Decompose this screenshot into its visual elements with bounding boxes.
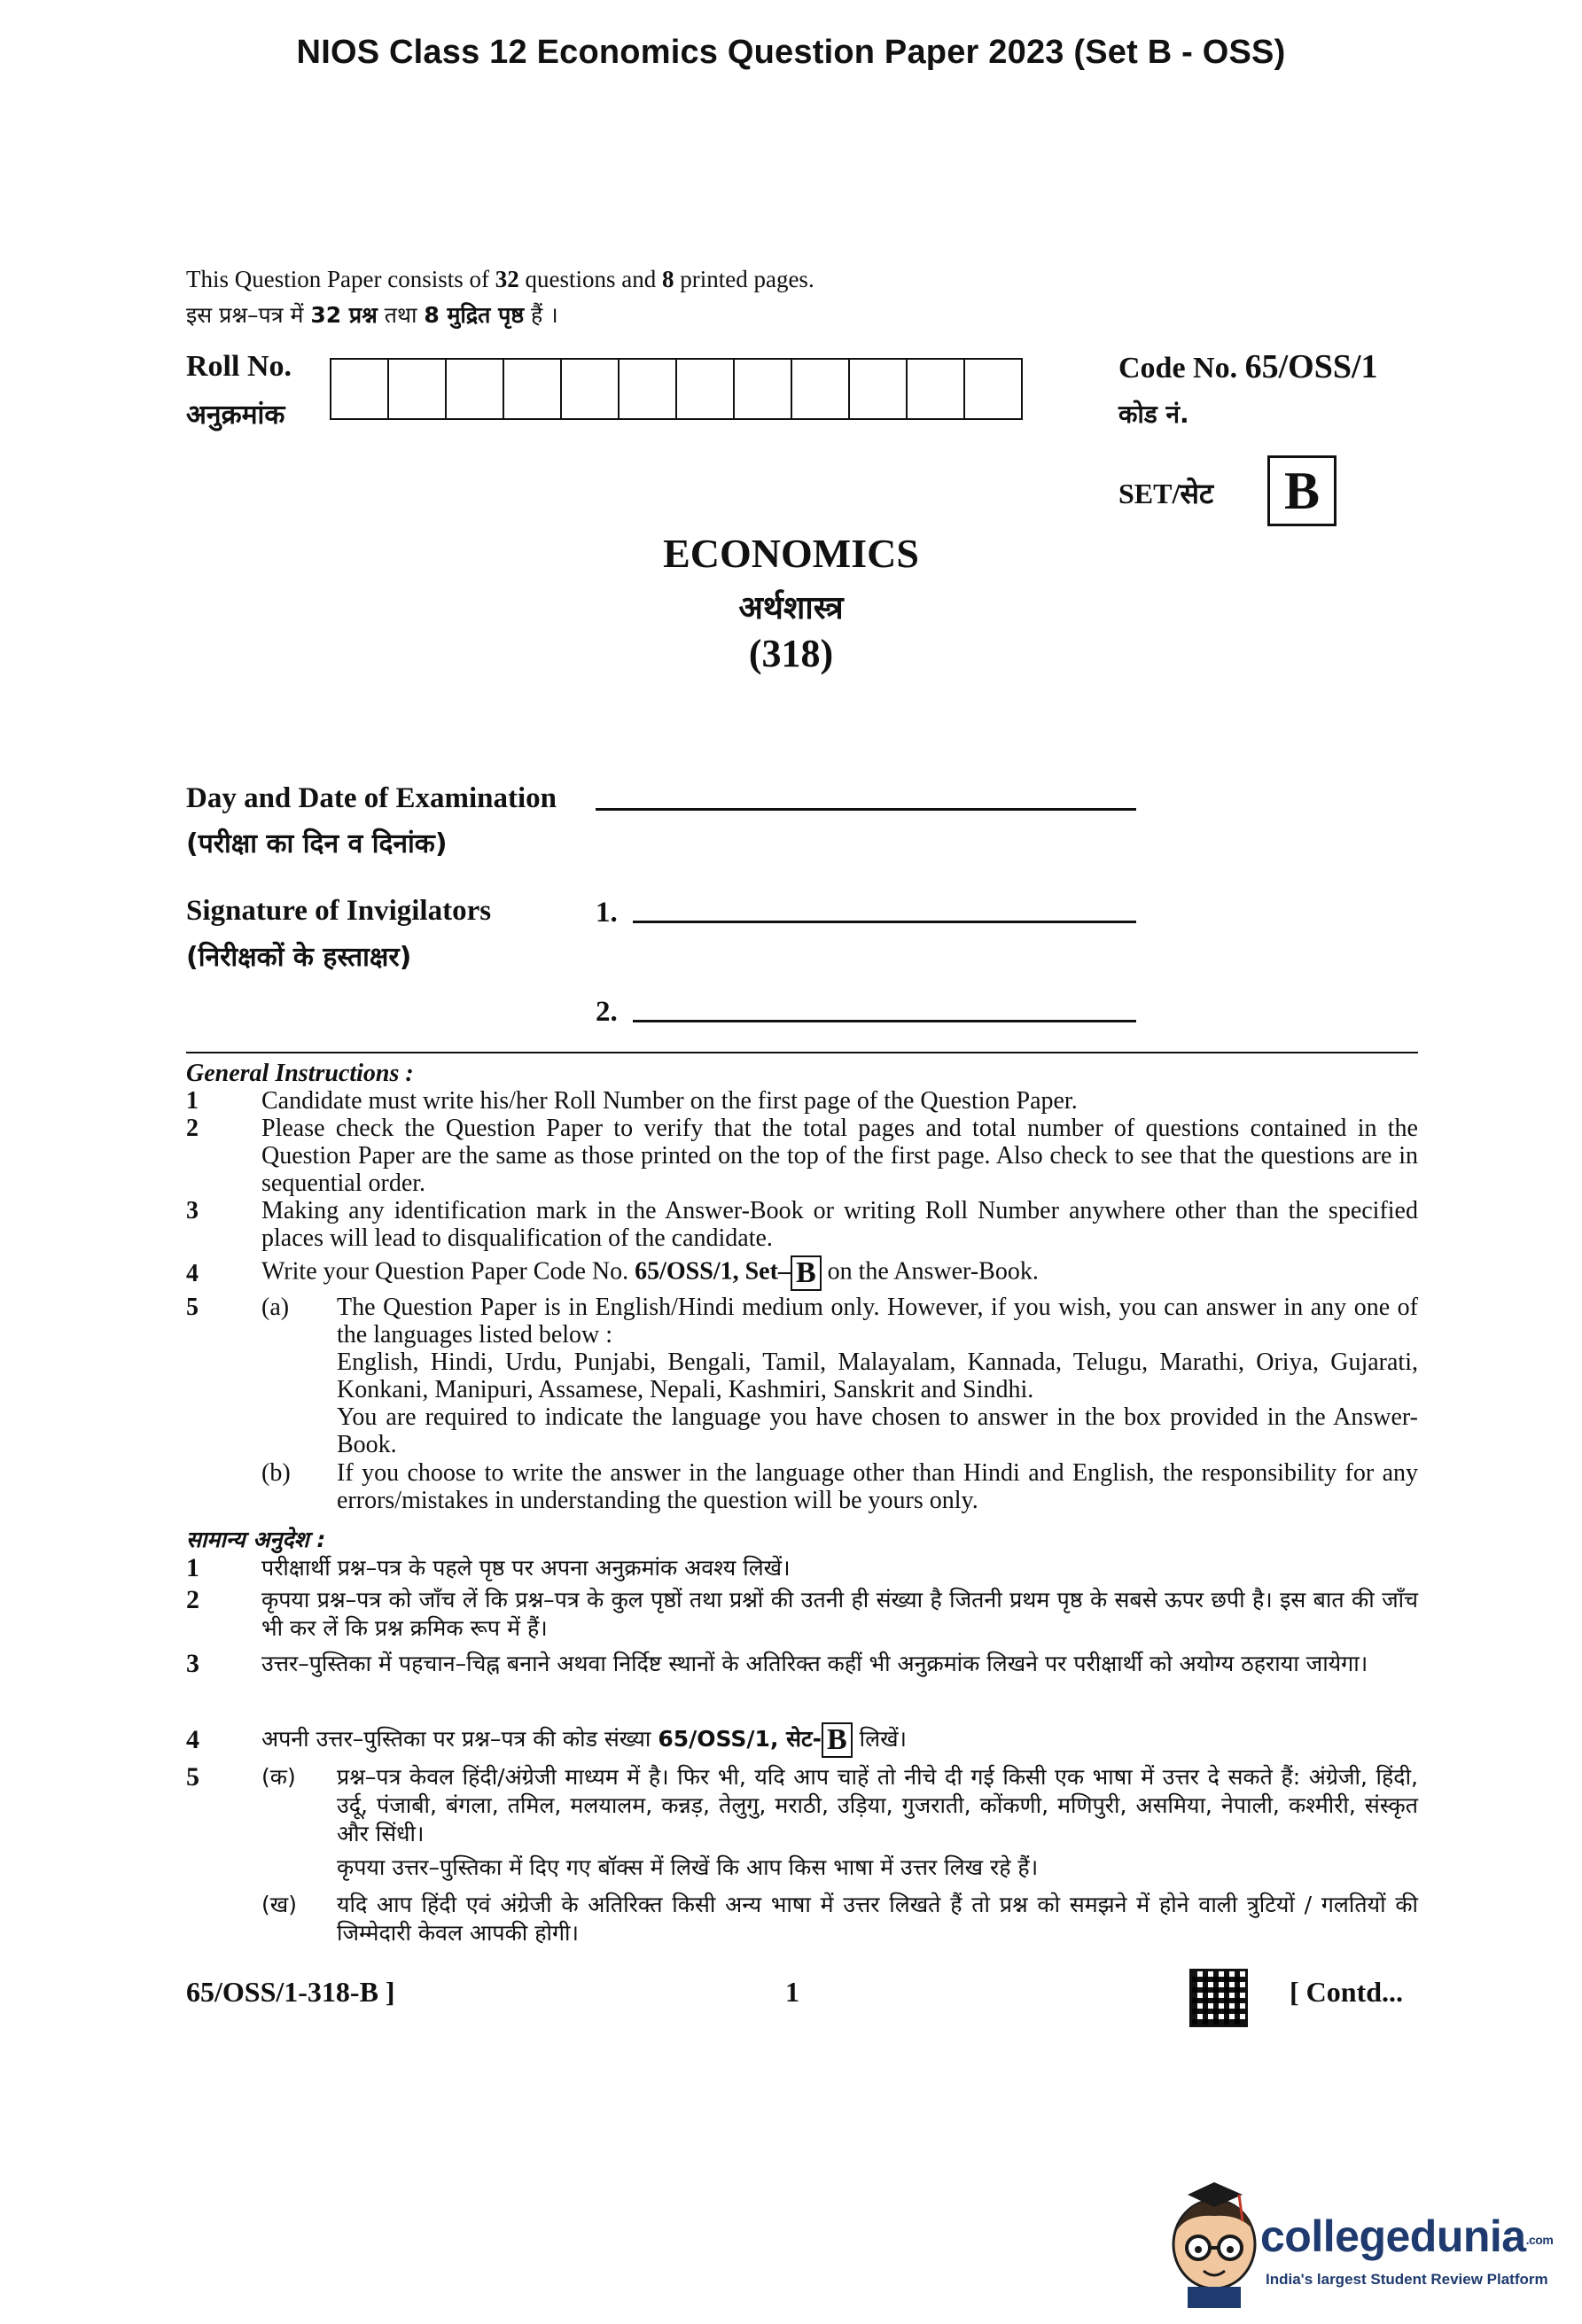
instruction-number: 1: [186, 1553, 199, 1582]
instruction-text: If you choose to write the answer in the language other than Hindi and English, the responsibility for any errors/mistakes in understanding the question will be yours only.: [337, 1459, 1418, 1514]
brand-tld: .com: [1525, 2232, 1554, 2247]
continued-label: [ Contd...: [1290, 1976, 1404, 2008]
exam-date-line[interactable]: [596, 808, 1136, 811]
invigilator-1-number: 1.: [596, 897, 618, 929]
set-inline-box-hi: B: [822, 1722, 853, 1758]
document-banner-title: NIOS Class 12 Economics Question Paper 2023 (Set B - OSS): [296, 34, 1286, 71]
roll-digit-box[interactable]: [677, 360, 735, 418]
instruction-number: 3: [186, 1197, 199, 1224]
instruction-sub-tag: (क): [261, 1764, 296, 1790]
invigilators-label-hi: (निरीक्षकों के हस्ताक्षर): [186, 942, 412, 973]
instruction-text: Candidate must write his/her Roll Number on the first page of the Question Paper.: [261, 1087, 1078, 1115]
roll-no-label-hi: अनुक्रमांक: [186, 400, 285, 431]
roll-digit-box[interactable]: [850, 360, 908, 418]
roll-digit-box[interactable]: [735, 360, 792, 418]
instruction-number: 5: [186, 1762, 199, 1792]
general-instructions-en: [186, 1060, 1418, 1520]
instruction-text: The Question Paper is in English/Hindi medium only. However, if you wish, you can answer in any one of the languages listed below :: [337, 1294, 1418, 1349]
paper-info-hi: इस प्रश्न–पत्र में 32 प्रश्न तथा 8 मुद्रित पृष्ठ हैं ।: [186, 302, 558, 328]
instruction-text: अपनी उत्तर–पुस्तिका पर प्रश्न–पत्र की कोड संख्या 65/OSS/1, सेट- B लिखें।: [261, 1723, 908, 1756]
roll-digit-box[interactable]: [389, 360, 447, 418]
subject-code: (318): [748, 632, 834, 675]
instruction-sub-tag: (ख): [261, 1892, 297, 1917]
set-code-box: B: [1267, 455, 1337, 526]
qr-code-icon: [1189, 1969, 1248, 2027]
subject-title: ECONOMICS: [663, 531, 919, 576]
paper-info-en: This Question Paper consists of 32 questions and 8 printed pages.: [186, 266, 814, 292]
invigilators-label: Signature of Invigilators: [186, 895, 492, 927]
exam-date-label: Day and Date of Examination: [186, 782, 557, 814]
collegedunia-logo[interactable]: [1161, 2175, 1554, 2308]
instruction-sub-tag: (a): [261, 1294, 290, 1321]
instruction-text: यदि आप हिंदी एवं अंग्रेजी के अतिरिक्त किसी अन्य भाषा में उत्तर लिखते हैं तो प्रश्न को समझने में होने वाली त्रुटियों / गलतियों की जिम्मेदारी केवल आपकी होगी।: [337, 1892, 1418, 1946]
instruction-number: 2: [186, 1585, 199, 1614]
section-divider: [186, 1052, 1418, 1053]
instruction-number: 1: [186, 1087, 199, 1115]
instruction-text: उत्तर–पुस्तिका में पहचान–चिह्न बनाने अथवा निर्दिष्ट स्थानों के अतिरिक्त कहीं भी अनुक्रमांक लिखने पर परीक्षार्थी को अयोग्य ठहराया जायेगा।: [261, 1651, 1368, 1676]
general-instructions-hi: [186, 1526, 1418, 1960]
roll-digit-box[interactable]: [965, 360, 1021, 418]
instruction-text: Write your Question Paper Code No. 65/OSS/1, Set– B on the Answer-Book.: [261, 1256, 1039, 1289]
roll-no-label: Roll No.: [186, 350, 292, 383]
instruction-text: Making any identification mark in the Answer-Book or writing Roll Number anywhere other than the specified places will lead to disqualification of the candidate.: [261, 1197, 1418, 1252]
instruction-number: 5: [186, 1294, 199, 1321]
brand-tagline: India's largest Student Review Platform: [1266, 2271, 1548, 2288]
instruction-text: कृपया उत्तर–पुस्तिका में दिए गए बॉक्स में लिखें कि आप किस भाषा में उत्तर लिख रहे हैं।: [337, 1854, 1039, 1880]
instruction-text: You are required to indicate the language you have chosen to answer in the box provided in the Answer-Book.: [337, 1403, 1418, 1458]
invigilator-2-line[interactable]: [633, 1020, 1136, 1022]
exam-date-label-hi: (परीक्षा का दिन व दिनांक): [186, 828, 448, 859]
brand-name: collegedunia: [1260, 2211, 1526, 2261]
instruction-text: परीक्षार्थी प्रश्न–पत्र के पहले पृष्ठ पर अपना अनुक्रमांक अवश्य लिखें।: [261, 1555, 791, 1581]
instruction-number: 4: [186, 1260, 199, 1287]
roll-digit-box[interactable]: [447, 360, 504, 418]
footer-paper-code: 65/OSS/1-318-B ]: [186, 1976, 395, 2008]
invigilator-1-line[interactable]: [633, 921, 1136, 923]
instructions-heading-hi: सामान्य अनुदेश :: [186, 1527, 326, 1552]
set-inline-box: B: [791, 1255, 822, 1291]
roll-digit-box[interactable]: [331, 360, 389, 418]
student-mascot-icon: [1161, 2175, 1267, 2308]
invigilator-2-number: 2.: [596, 996, 618, 1028]
instruction-sub-tag: (b): [261, 1459, 291, 1487]
subject-title-hi: अर्थशास्त्र: [738, 590, 844, 626]
roll-digit-box[interactable]: [504, 360, 562, 418]
roll-digit-box[interactable]: [792, 360, 850, 418]
roll-digit-box[interactable]: [908, 360, 965, 418]
roll-digit-box[interactable]: [620, 360, 677, 418]
instruction-text: English, Hindi, Urdu, Punjabi, Bengali, Tamil, Malayalam, Kannada, Telugu, Marathi, Oriya, Gujarati, Konkani, Manipuri, Assamese, Nepali, Kashmiri, Sanskrit and Sindhi.: [337, 1349, 1418, 1403]
instruction-number: 4: [186, 1725, 199, 1754]
instructions-heading: General Instructions :: [186, 1060, 414, 1087]
code-no-label-hi: कोड नं.: [1118, 400, 1189, 429]
instruction-text: कृपया प्रश्न–पत्र को जाँच लें कि प्रश्न–पत्र के कुल पृष्ठों तथा प्रश्नों की उतनी ही संख्या है जितनी प्रथम पृष्ठ के सबसे ऊपर छपी है। इस बात की जाँच भी कर लें कि प्रश्न क्रमिक रूप में हैं।: [261, 1587, 1418, 1641]
instruction-text: Please check the Question Paper to verify that the total pages and total number of questions contained in the Question Paper are the same as those printed on the top of the first page. Also check to see that the questions are in sequential order.: [261, 1115, 1418, 1197]
instruction-text: प्रश्न–पत्र केवल हिंदी/अंग्रेजी माध्यम में है। फिर भी, यदि आप चाहें तो नीचे दी गई किसी एक भाषा में उत्तर दे सकते हैं: अंग्रेजी, हिंदी, उर्दू, पंजाबी, बंगला, तमिल, मलयालम, कन्नड़, तेलुगु, मराठी, उड़िया, गुजराती, कोंकणी, मणिपुरी, असमिया, नेपाली, कश्मीरी, संस्कृत और सिंधी।: [337, 1764, 1418, 1846]
roll-number-boxes[interactable]: [330, 358, 1023, 420]
page-number: 1: [785, 1976, 799, 2008]
instruction-number: 3: [186, 1649, 199, 1678]
set-label: SET/सेट: [1118, 478, 1214, 509]
roll-digit-box[interactable]: [562, 360, 620, 418]
instruction-number: 2: [186, 1115, 199, 1142]
code-no: Code No. 65/OSS/1: [1118, 348, 1378, 385]
